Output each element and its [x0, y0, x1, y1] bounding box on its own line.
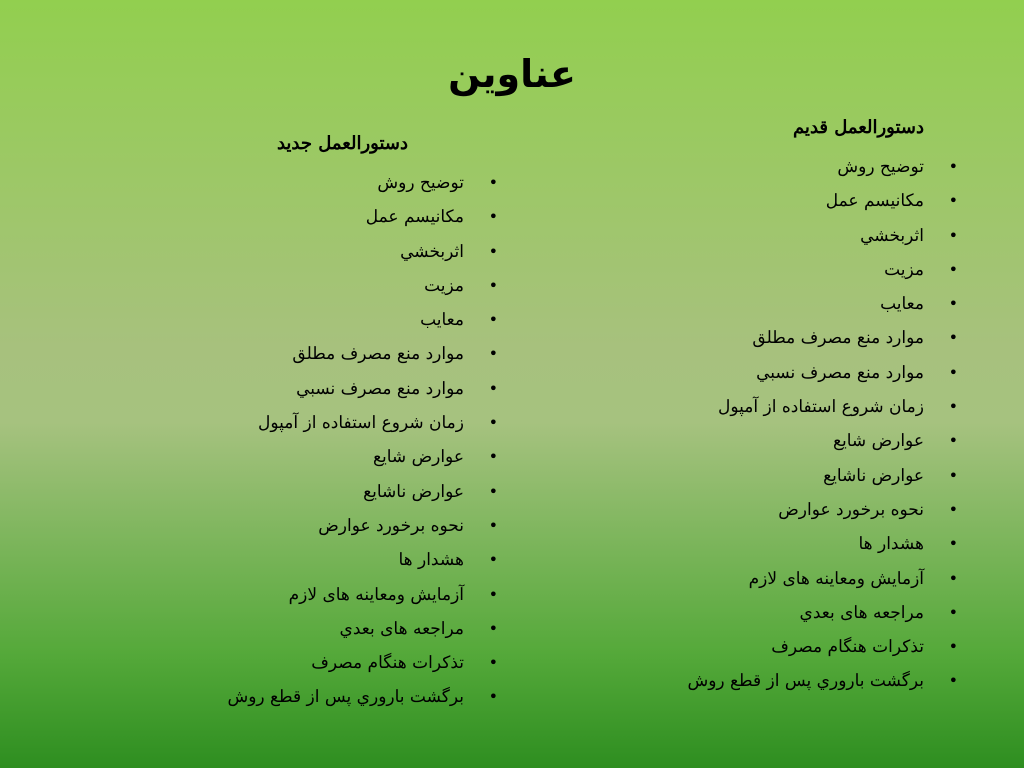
list-item — [544, 390, 964, 424]
list-item-text: برگشت باروري پس از قطع روش — [227, 687, 464, 708]
new-procedure-column — [84, 130, 504, 715]
list-item — [544, 664, 964, 698]
old-procedure-list — [544, 150, 964, 699]
list-item — [84, 303, 504, 337]
list-item — [84, 269, 504, 303]
bullet-icon: • — [948, 191, 958, 211]
list-item — [84, 646, 504, 680]
bullet-icon: • — [488, 618, 498, 638]
list-item — [544, 562, 964, 596]
list-item-text: نحوه برخورد عوارض — [318, 515, 464, 536]
bullet-icon: • — [488, 515, 498, 535]
old-procedure-heading: دستورالعمل قديم — [792, 117, 924, 138]
bullet-icon: • — [488, 173, 498, 192]
list-item-text: مزيت — [884, 259, 924, 280]
list-item-text: مراجعه هاى بعدي — [339, 618, 464, 639]
bullet-icon: • — [948, 157, 958, 176]
list-item — [84, 372, 504, 406]
bullet-icon: • — [488, 653, 498, 673]
list-item — [84, 475, 504, 509]
bullet-icon: • — [488, 241, 498, 261]
list-item — [544, 219, 964, 253]
list-item-text: مکانيسم عمل — [825, 191, 924, 212]
list-item-text: مکانيسم عمل — [365, 207, 464, 228]
bullet-icon: • — [948, 637, 958, 657]
list-item-text: اثربخشي — [860, 225, 924, 246]
bullet-icon: • — [488, 310, 498, 330]
list-item-text: هشدار ها — [398, 550, 464, 571]
list-item — [84, 509, 504, 543]
list-item-text: تذکرات هنگام مصرف — [311, 653, 464, 674]
bullet-icon: • — [488, 687, 498, 707]
bullet-icon: • — [488, 413, 498, 433]
bullet-icon: • — [488, 207, 498, 227]
list-item — [544, 630, 964, 664]
bullet-icon: • — [488, 584, 498, 604]
list-item-text: نحوه برخورد عوارض — [778, 499, 924, 520]
list-item-text: مزيت — [424, 275, 464, 296]
bullet-icon: • — [488, 344, 498, 364]
bullet-icon: • — [948, 362, 958, 382]
bullet-icon: • — [948, 499, 958, 519]
list-item-text: موارد منع مصرف مطلق — [752, 328, 924, 349]
list-item — [84, 578, 504, 612]
bullet-icon: • — [948, 602, 958, 622]
list-item-text: تذکرات هنگام مصرف — [771, 637, 924, 658]
list-item-text: موارد منع مصرف مطلق — [292, 344, 464, 365]
list-item — [84, 337, 504, 371]
bullet-icon: • — [948, 568, 958, 588]
list-item — [84, 440, 504, 474]
list-item-text: مراجعه هاى بعدي — [799, 602, 924, 623]
list-item — [84, 235, 504, 269]
list-item-text: عوارض شايع — [372, 447, 464, 468]
list-item — [544, 287, 964, 321]
list-item — [84, 406, 504, 440]
bullet-icon: • — [948, 397, 958, 417]
list-item — [544, 493, 964, 527]
list-item-text: آزمايش ومعاينه هاى لازم — [288, 584, 464, 605]
bullet-icon: • — [948, 671, 958, 691]
list-item — [544, 184, 964, 218]
list-item-text: هشدار ها — [858, 534, 924, 555]
list-item — [544, 596, 964, 630]
list-item-text: عوارض ناشايع — [363, 481, 464, 502]
list-item — [544, 150, 964, 184]
list-item-text: معايب — [420, 310, 464, 331]
bullet-icon: • — [488, 447, 498, 467]
list-item-text: زمان شروع استفاده از آمپول — [258, 413, 464, 434]
bullet-icon: • — [948, 534, 958, 554]
list-item-text: توضيح روش — [377, 173, 464, 193]
list-item — [84, 543, 504, 577]
new-procedure-list — [84, 166, 504, 715]
bullet-icon: • — [948, 431, 958, 451]
bullet-icon: • — [948, 465, 958, 485]
list-item-text: موارد منع مصرف نسبي — [756, 362, 924, 383]
list-item-text: عوارض ناشايع — [823, 465, 924, 486]
list-item-text: توضيح روش — [837, 157, 924, 177]
list-item — [84, 612, 504, 646]
bullet-icon: • — [948, 294, 958, 314]
list-item — [544, 424, 964, 458]
list-item-text: معايب — [880, 294, 924, 315]
list-item — [544, 527, 964, 561]
list-item-text: آزمايش ومعاينه هاى لازم — [748, 568, 924, 589]
list-item-text: موارد منع مصرف نسبي — [296, 378, 464, 399]
bullet-icon: • — [488, 378, 498, 398]
list-item — [544, 356, 964, 390]
new-procedure-heading: دستورالعمل جديد — [276, 133, 408, 154]
list-item — [544, 253, 964, 287]
list-item-text: اثربخشي — [400, 241, 464, 262]
bullet-icon: • — [488, 550, 498, 570]
slide-title: عناوين — [448, 52, 576, 96]
bullet-icon: • — [488, 481, 498, 501]
list-item — [84, 200, 504, 234]
old-procedure-column — [544, 114, 964, 699]
bullet-icon: • — [948, 328, 958, 348]
list-item-text: عوارض شايع — [832, 431, 924, 452]
bullet-icon: • — [948, 259, 958, 279]
list-item — [544, 459, 964, 493]
bullet-icon: • — [488, 275, 498, 295]
list-item-text: زمان شروع استفاده از آمپول — [718, 397, 924, 418]
list-item — [84, 680, 504, 714]
bullet-icon: • — [948, 225, 958, 245]
list-item — [544, 321, 964, 355]
list-item-text: برگشت باروري پس از قطع روش — [687, 671, 924, 692]
list-item — [84, 166, 504, 200]
